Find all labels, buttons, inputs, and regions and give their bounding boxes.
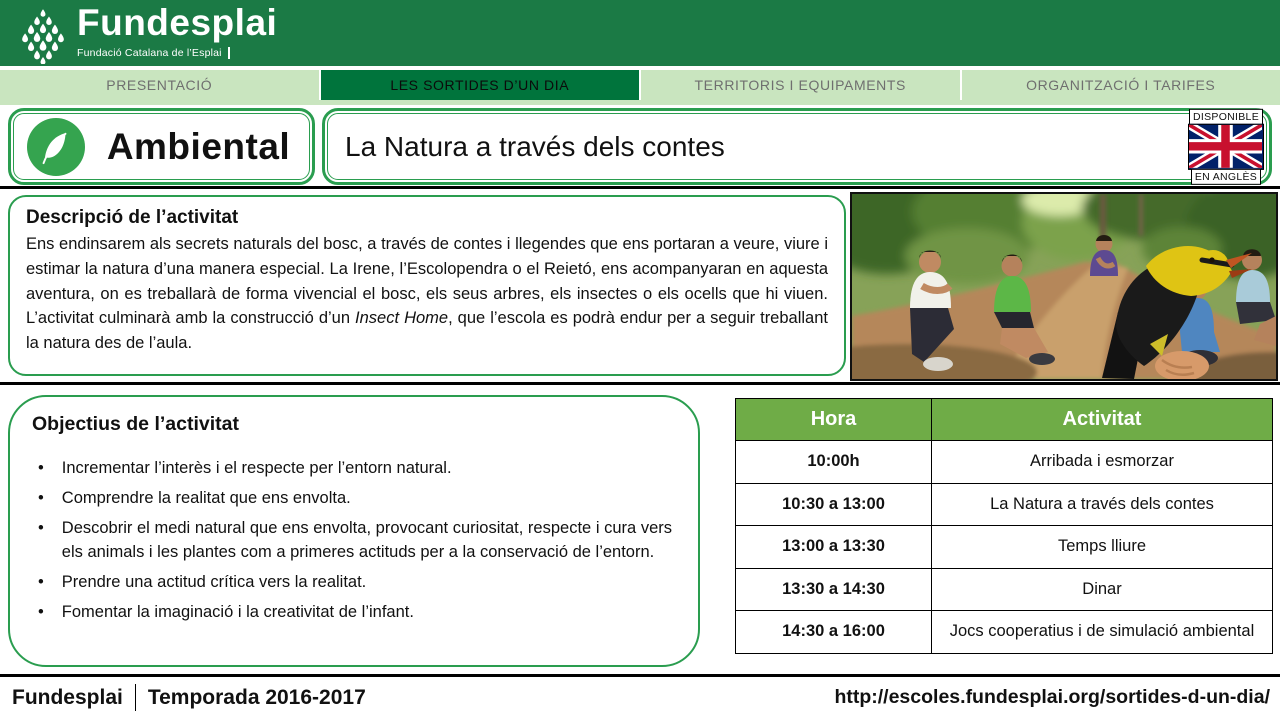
objective-text: Prendre una actitud crítica vers la realitat.: [61, 573, 367, 591]
schedule-time-cell: 13:30 a 14:30: [736, 568, 932, 611]
table-row: [736, 441, 1273, 484]
availability-top-label: DISPONIBLE: [1189, 108, 1263, 124]
schedule-activity-cell: Temps lliure: [932, 526, 1273, 569]
fundesplai-tree-icon: [16, 6, 70, 64]
table-row: [736, 568, 1273, 611]
activity-photo: [850, 192, 1278, 381]
table-row: [736, 483, 1273, 526]
objective-item: [32, 456, 672, 481]
category-label: Ambiental: [106, 125, 291, 167]
bullet-icon: •: [38, 573, 44, 591]
footer-brand: Fundesplai: [12, 685, 123, 709]
objective-text: Fomentar la imaginació i la creativitat de l’infant.: [61, 602, 414, 621]
objective-item: [32, 486, 672, 511]
objectives-heading: Objectius de l’activitat: [32, 413, 239, 435]
objective-text: Incrementar l’interès i el respecte per l’entorn natural.: [61, 459, 452, 477]
objectives-box: [8, 395, 700, 667]
footer-url[interactable]: http://escoles.fundesplai.org/sortides-d-un-dia/: [834, 686, 1270, 708]
objective-item: [32, 570, 672, 595]
bullet-icon: •: [38, 518, 44, 537]
schedule-activity-cell: La Natura a través dels contes: [932, 483, 1273, 526]
top-header-bar: [0, 0, 1280, 66]
footer-left: [12, 684, 366, 711]
availability-bottom-label: EN ANGLÈS: [1191, 169, 1261, 185]
description-box: [8, 195, 846, 376]
tab-territoris-i-equipaments[interactable]: TERRITORIS I EQUIPAMENTS: [639, 70, 960, 100]
nav-tab-bar: [0, 70, 1280, 100]
divider-under-title: [0, 186, 1280, 189]
bullet-icon: •: [38, 459, 44, 477]
table-row: [736, 611, 1273, 654]
schedule-activity-cell: Arribada i esmorzar: [932, 441, 1273, 484]
objective-text: Descobrir el medi natural que ens envolta, provocant curiositat, respecte i cura vers els animals i les plantes com a primeres actituds per a la conservació de l’entorn.: [61, 518, 672, 562]
tab-presentacio[interactable]: PRESENTACIÓ: [0, 70, 319, 100]
activity-title: La Natura a través dels contes: [345, 130, 725, 162]
leaf-icon: [34, 125, 78, 169]
description-heading: Descripció de l’activitat: [26, 207, 239, 228]
divider-under-description: [0, 382, 1280, 385]
tab-organitzacio-i-tarifes[interactable]: ORGANITZACIÓ I TARIFES: [960, 70, 1280, 100]
fundesplai-logo: [16, 4, 277, 64]
schedule-header-row: [736, 399, 1273, 441]
schedule-activity-cell: Jocs cooperatius i de simulació ambiental: [932, 611, 1273, 654]
category-box: [8, 108, 315, 185]
schedule-time-cell: 13:00 a 13:30: [736, 526, 932, 569]
bullet-icon: •: [38, 488, 44, 507]
logo-wordmark: Fundesplai: [77, 2, 278, 43]
activity-title-box: [322, 108, 1272, 185]
objective-item: [32, 516, 672, 566]
schedule-header-hora: Hora: [736, 399, 932, 441]
schedule-time-cell: 10:30 a 13:00: [736, 483, 932, 526]
bullet-icon: •: [38, 602, 44, 621]
objective-text: Comprendre la realitat que ens envolta.: [61, 488, 351, 507]
description-body: [26, 232, 828, 356]
description-text-2: , que l’escola es podrà endur per a seguir treballant la natura des de l’aula.: [26, 309, 828, 352]
footer-bar: [0, 677, 1280, 720]
objective-item: [32, 600, 672, 625]
schedule-time-cell: 10:00h: [736, 441, 932, 484]
schedule-table: [735, 398, 1273, 654]
description-text-1: Ens endinsarem als secrets naturals del bosc, a través de contes i llegendes que ens portaran a veure, viure i estimar la natura d’una manera especial. La Irene, l’Escolopendra o el Reietó, ens acompanyaran en aquesta aventura, on es treballarà de forma vivencial el bosc, els seus arbres, els insectes o els ocells que hi viuen. L’activitat culminarà amb la construcció d’un: [26, 235, 828, 328]
footer-season: Temporada 2016-2017: [147, 685, 366, 709]
schedule-header-activitat: Activitat: [932, 399, 1273, 441]
tab-bar-underline: [0, 100, 1280, 105]
leaf-circle-badge: [27, 118, 85, 176]
tab-les-sortides-dun-dia[interactable]: LES SORTIDES D’UN DIA: [319, 70, 640, 100]
table-row: [736, 526, 1273, 569]
schedule-activity-cell: Dinar: [932, 568, 1273, 611]
footer-separator: [135, 684, 136, 711]
availability-badge: [1188, 108, 1264, 184]
logo-subtitle: Fundació Catalana de l’Esplai: [77, 47, 230, 59]
schedule-time-cell: 14:30 a 16:00: [736, 611, 932, 654]
description-italic: Insect Home: [355, 309, 449, 328]
uk-flag-icon: [1188, 124, 1264, 170]
